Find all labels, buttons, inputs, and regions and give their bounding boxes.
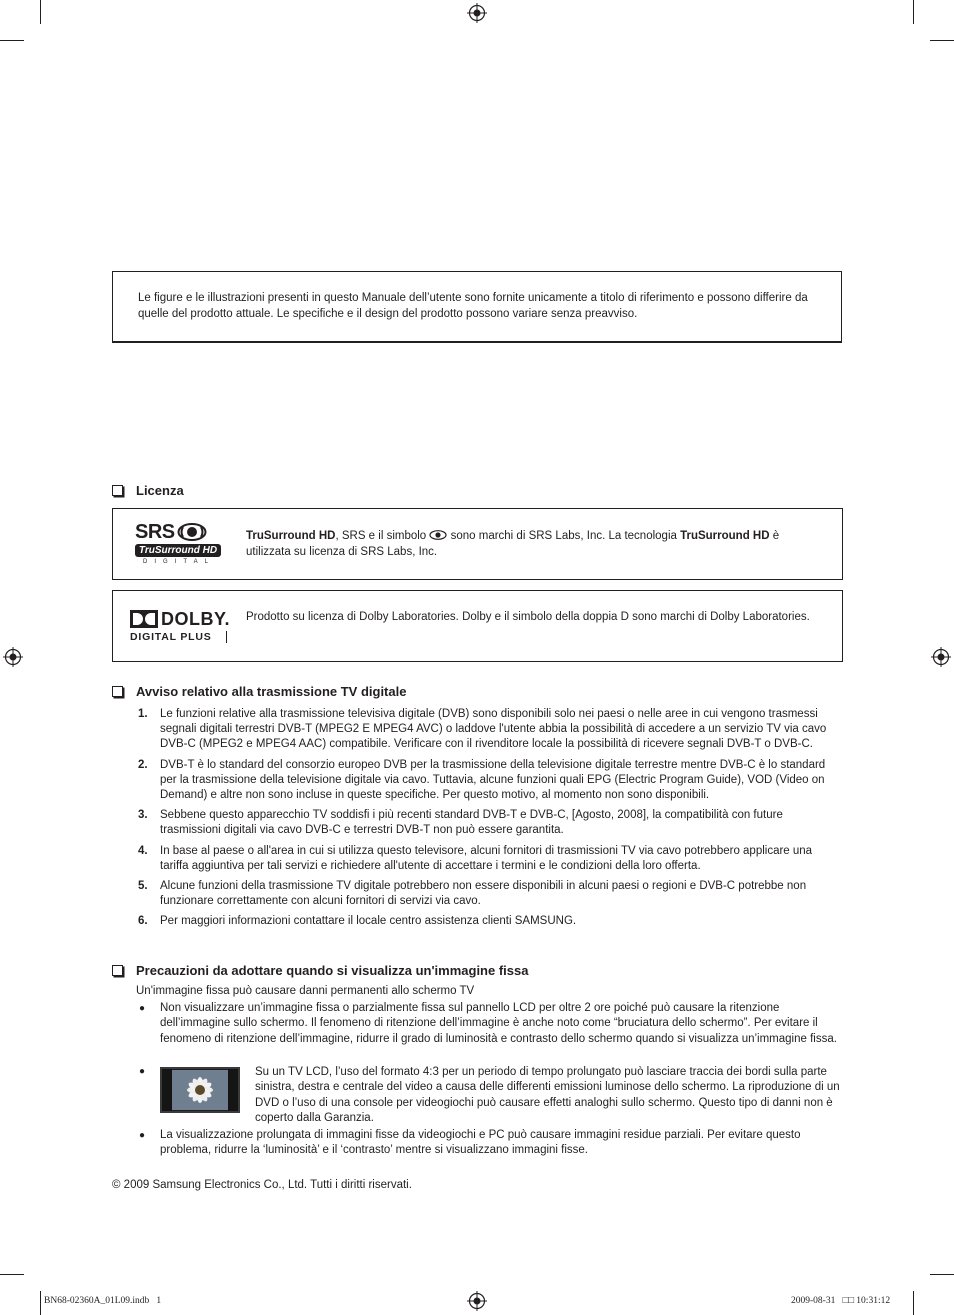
list-item: 2. DVB-T è lo standard del consorzio europeo DVB per la trasmissione della televisione digitale terrestre mentre DVB-C è lo standard per la trasmissione della televisione digitale via cavo. Tuttavia, alcune funzioni quali EPG (Electric Program Guide), VOD (Video on Demand) e altre non sono incluse in queste specifiche. Per questo motivo, al momento non sono disponibili. (138, 758, 826, 802)
avviso-heading (112, 684, 406, 699)
crop-mark (0, 1274, 24, 1275)
list-item: 1. Le funzioni relative alla trasmissione televisiva digitale (DVB) sono disponibili solo nei paesi o nelle aree in cui vengono trasmessi segnali digitali terrestri DVB-T (MPEG2 E MPEG4 AVC) o laddove l'utente abbia la possibilità di accedere a un servizio TV via cavo DVB-C (MPEG2 e MPEG4 AAC) compatibile. Verificare con il rivenditore locale la possibilità di ricevere segnali DVB-T o DVB-C. (138, 708, 827, 751)
registration-mark-icon (3, 647, 23, 667)
bullet-icon: ● (139, 1130, 146, 1141)
precauzioni-item: Non visualizzare un’immagine fissa o parzialmente fissa sul pannello LCD per oltre 2 ore poiché può causare la ritenzione dell’immagine sullo schermo. Il fenomeno di ritenzione dell’immagine è anche noto come “bruciatura dello schermo”. Per evitare il fenomeno di ritenzione dell’immagine, ridurre il grado di luminosità e contrasto dello schermo quando si visualizza un’immagine fissa. (160, 1002, 837, 1045)
crop-mark (913, 0, 914, 24)
checkbox-square-icon (112, 686, 123, 697)
crop-mark (40, 1291, 41, 1315)
crop-mark (913, 1291, 914, 1315)
srs-license-text: TruSurround HD, SRS e il simbolo sono marchi di SRS Labs, Inc. La tecnologia TruSurround HD è utilizzata su licenza di SRS Labs, Inc. (246, 530, 780, 558)
double-d-logo-icon (130, 610, 158, 628)
bullet-icon: ● (139, 1066, 146, 1077)
crop-mark (40, 0, 41, 24)
srs-logo (135, 522, 223, 566)
list-item: 5. Alcune funzioni della trasmissione TV digitale potrebbero non essere disponibili in alcuni paesi o regioni e DVB-C potrebbe non funzionare correttamente con alcuni fornitori di servizi via cavo. (138, 880, 807, 908)
footer-timestamp: 2009-08-31 □□ 10:31:12 (791, 1296, 891, 1306)
crop-mark (930, 1274, 954, 1275)
srs-logo-top: SRS (135, 522, 223, 542)
registration-mark-icon (467, 3, 487, 23)
srs-circle-logo-icon (177, 523, 207, 541)
footer-file-name: BN68-02360A_01L09.indb 1 (44, 1296, 162, 1306)
notice-box (112, 271, 842, 343)
notice-text: Le figure e le illustrazioni presenti in questo Manuale dell’utente sono fornite unicamente a titolo di riferimento e possono differire da quelle del prodotto attuale. Le specifiche e il design del prodotto possono variare senza preavviso. (138, 292, 808, 320)
copyright-text: © 2009 Samsung Electronics Co., Ltd. Tutti i diritti riservati. (112, 1179, 412, 1191)
list-item: 3. Sebbene questo apparecchio TV soddisfi i più recenti standard DVB-T e DVB-C, [Agosto, 2008], la compatibilità con future trasmissioni digitali via cavo DVB-C e terrestri DVB-T non può essere garantita. (138, 809, 783, 837)
list-item: 4. In base al paese o all'area in cui si utilizza questo televisore, alcuni fornitori di trasmissioni TV via cavo potrebbero applicare una tariffa aggiuntiva per tali servizi e richiedere all'utente di accettare i termini e le condizioni della loro offerta. (138, 844, 813, 872)
precauzioni-heading (112, 963, 528, 978)
avviso-list (112, 707, 842, 935)
precauzioni-intro: Un'immagine fissa può causare danni permanenti allo schermo TV (136, 985, 475, 997)
srs-license-box (112, 508, 843, 580)
dolby-logo (130, 609, 230, 645)
crop-mark (930, 40, 954, 41)
tv-flower-image (160, 1067, 240, 1113)
precauzioni-heading-text: Precauzioni da adottare quando si visualizza un'immagine fissa (136, 963, 529, 978)
precauzioni-item: La visualizzazione prolungata di immagini fisse da videogiochi e PC può causare immagini residue parziali. Per evitare questo problema, ridurre la ‘luminosità’ e il ‘contrasto’ mentre si visualizzano immagini fisse. (160, 1129, 801, 1157)
crop-mark (0, 40, 24, 41)
registration-mark-icon (467, 1291, 487, 1311)
dolby-logo-top: DOLBY. (160, 609, 230, 629)
bullet-icon: ● (139, 1003, 146, 1014)
srs-logo-band: TruSurround HD (135, 544, 221, 557)
srs-logo-bottom: DIGITAL (143, 559, 215, 565)
list-item: 6. Per maggiori informazioni contattare il locale centro assistenza clienti SAMSUNG. (138, 915, 577, 928)
precauzioni-item: Su un TV LCD, l’uso del formato 4:3 per un periodo di tempo prolungato può lasciare traccia dei bordi sulla parte sinistra, destra e centrale del video a causa delle differenti emissioni luminose dello schermo. La riproduzione di un DVD o l’uso di una console per videogiochi può causare effetti analoghi sullo schermo. Questo tipo di danni non è coperto dalla Garanzia. (255, 1066, 840, 1124)
checkbox-square-icon (112, 965, 123, 976)
dolby-license-text: Prodotto su licenza di Dolby Laboratories. Dolby e il simbolo della doppia D sono marchi di Dolby Laboratories. (246, 611, 810, 623)
avviso-heading-text: Avviso relativo alla trasmissione TV digitale (136, 684, 407, 699)
srs-symbol-icon (429, 530, 447, 540)
dolby-logo-bottom: DIGITAL PLUS (130, 631, 227, 643)
registration-mark-icon (931, 647, 951, 667)
licenza-heading-text: Licenza (136, 483, 184, 498)
licenza-heading (112, 483, 184, 498)
dolby-license-box (112, 590, 843, 662)
checkbox-square-icon (112, 485, 123, 496)
